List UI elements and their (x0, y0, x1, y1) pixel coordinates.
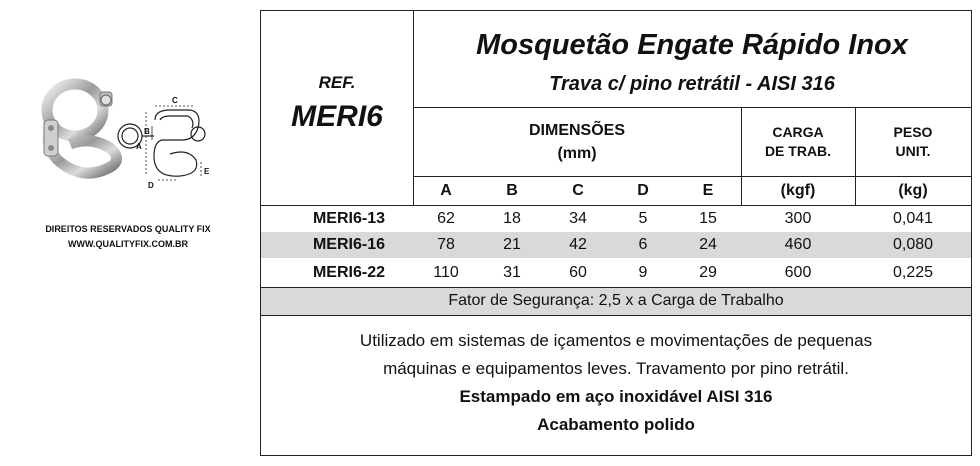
table-cell: 110 (433, 263, 459, 281)
ref-code: MERI6 (291, 100, 383, 133)
col-header-d: D (637, 181, 649, 199)
dim-label-b: B (144, 127, 150, 136)
load-header-line1: CARGA (772, 123, 824, 140)
table-cell: 31 (503, 263, 521, 281)
weight-header-line1: PESO (893, 123, 933, 140)
table-cell: 62 (437, 209, 455, 227)
table-cell: 300 (784, 209, 812, 227)
table-row-model: MERI6-13 (312, 209, 385, 227)
dimensions-header-line1: DIMENSÕES (528, 121, 625, 139)
col-header-b: B (506, 181, 518, 199)
snap-shackle-illustration (30, 70, 220, 210)
col-header-c: C (572, 181, 584, 199)
dim-label-a: A (136, 142, 142, 151)
table-cell: 0,225 (892, 263, 934, 281)
dim-label-c: C (172, 96, 178, 105)
col-header-kg: (kg) (898, 181, 928, 199)
spec-sheet-table (260, 10, 972, 456)
table-cell: 24 (699, 236, 717, 253)
table-cell: 15 (699, 209, 717, 227)
table-cell: 460 (784, 236, 812, 253)
dimensions-header-line2: (mm) (557, 144, 597, 162)
col-header-kgf: (kgf) (780, 181, 816, 199)
table-cell: 0,080 (892, 236, 934, 253)
material-line: Estampado em aço inoxidável AISI 316 (459, 387, 773, 406)
safety-factor: Fator de Segurança: 2,5 x a Carga de Trabalho (448, 292, 784, 309)
product-panel (0, 0, 260, 466)
table-cell: 78 (437, 236, 455, 253)
description-line: Utilizado em sistemas de içamentos e movimentações de pequenas (359, 331, 873, 350)
table-cell: 34 (569, 209, 587, 227)
load-header (741, 107, 855, 176)
copyright-line: DIREITOS RESERVADOS QUALITY FIX (45, 224, 211, 234)
shackle-technical-drawing (118, 106, 205, 180)
table-cell: 5 (638, 209, 648, 227)
table-row-model: MERI6-16 (312, 236, 385, 253)
product-subtitle: Trava c/ pino retrátil - AISI 316 (549, 72, 835, 95)
product-title: Mosquetão Engate Rápido Inox (476, 28, 908, 61)
table-cell: 600 (784, 263, 812, 281)
table-row-model: MERI6-22 (312, 263, 385, 281)
weight-header-line2: UNIT. (895, 142, 931, 159)
dim-label-d: D (148, 181, 154, 190)
col-header-e: E (702, 181, 714, 199)
ref-label: REF. (318, 73, 356, 92)
col-header-a: A (440, 181, 452, 199)
copyright-notice (8, 222, 248, 252)
table-cell: 0,041 (892, 209, 934, 227)
website-line: WWW.QUALITYFIX.COM.BR (68, 239, 188, 249)
dim-label-e: E (204, 167, 210, 176)
table-cell: 18 (503, 209, 521, 227)
table-cell: 60 (569, 263, 587, 281)
table-cell: 29 (699, 263, 717, 281)
description-line: máquinas e equipamentos leves. Travamento por pino retrátil. (383, 359, 849, 378)
table-cell: 6 (638, 236, 648, 253)
shackle-photo (44, 84, 117, 173)
weight-header (855, 107, 971, 176)
table-cell: 9 (638, 263, 648, 281)
dimensions-header (413, 107, 741, 176)
load-header-line2: DE TRAB. (764, 142, 832, 159)
table-cell: 42 (569, 236, 587, 253)
table-cell: 21 (503, 236, 521, 253)
finish-line: Acabamento polido (537, 415, 695, 434)
